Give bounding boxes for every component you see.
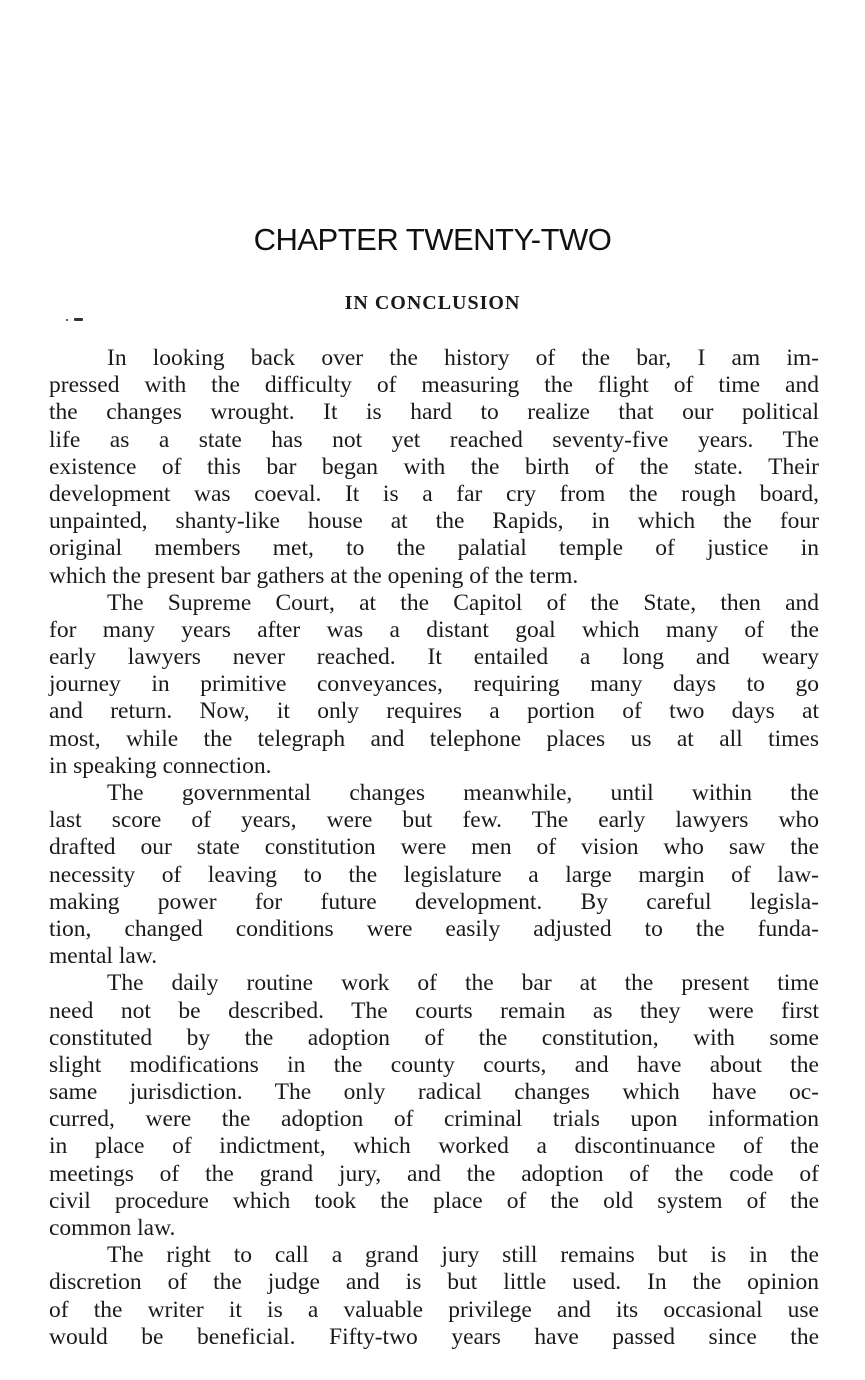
text-line: early lawyers never reached. It entailed a long and weary <box>49 644 819 671</box>
text-line: for many years after was a distant goal which many of the <box>49 616 819 643</box>
text-line: constituted by the adoption of the constitution, with some <box>49 1024 819 1051</box>
print-specks-decoration <box>66 316 96 322</box>
text-line: development was coeval. It is a far cry from the rough board, <box>49 480 819 507</box>
text-line: most, while the telegraph and telephone places us at all times <box>49 725 819 752</box>
text-line: necessity of leaving to the legislature a large margin of law- <box>49 861 819 888</box>
text-line: The right to call a grand jury still remains but is in the <box>107 1242 819 1269</box>
text-line: slight modifications in the county courts, and have about the <box>49 1051 819 1078</box>
text-line: would be beneficial. Fifty-two years have passed since the <box>49 1323 819 1350</box>
text-line: meetings of the grand jury, and the adoption of the code of <box>49 1160 819 1187</box>
text-line: mental law. <box>49 943 158 970</box>
text-line: the changes wrought. It is hard to realize that our political <box>49 399 819 426</box>
text-line: civil procedure which took the place of the old system of the <box>49 1187 819 1214</box>
text-line: which the present bar gathers at the opening of the term. <box>49 562 579 589</box>
text-line: The daily routine work of the bar at the present time <box>107 970 819 997</box>
text-line: In looking back over the history of the bar, I am im- <box>107 345 819 371</box>
text-line: original members met, to the palatial temple of justice in <box>49 535 819 562</box>
text-line: curred, were the adoption of criminal trials upon information <box>49 1106 819 1133</box>
text-line: of the writer it is a valuable privilege and its occasional use <box>49 1296 819 1323</box>
chapter-title: CHAPTER TWENTY-TWO <box>253 222 612 257</box>
text-line: need not be described. The courts remain as they were first <box>49 997 819 1024</box>
text-line: The Supreme Court, at the Capitol of the State, then and <box>107 589 819 616</box>
text-line: same jurisdiction. The only radical changes which have oc- <box>49 1079 819 1106</box>
text-line: journey in primitive conveyances, requiring many days to go <box>49 671 819 698</box>
text-line: in speaking connection. <box>49 752 272 779</box>
text-line: unpainted, shanty-like house at the Rapids, in which the four <box>49 508 819 535</box>
body-text <box>49 345 819 1351</box>
text-line: making power for future development. By careful legisla- <box>49 888 819 915</box>
text-line: existence of this bar began with the birth of the state. Their <box>49 453 819 480</box>
section-title: IN CONCLUSION <box>344 292 521 314</box>
text-line: last score of years, were but few. The early lawyers who <box>49 807 819 834</box>
text-line: and return. Now, it only requires a portion of two days at <box>49 698 819 725</box>
text-line: life as a state has not yet reached seventy-five years. The <box>49 426 819 453</box>
text-line: in place of indictment, which worked a discontinuance of the <box>49 1133 819 1160</box>
text-line: drafted our state constitution were men of vision who saw the <box>49 834 819 861</box>
text-line: pressed with the difficulty of measuring the flight of time and <box>49 372 819 399</box>
text-line: tion, changed conditions were easily adjusted to the funda- <box>49 915 819 942</box>
text-line: The governmental changes meanwhile, until within the <box>107 780 819 806</box>
text-line: discretion of the judge and is but little used. In the opinion <box>49 1269 819 1296</box>
text-line: common law. <box>49 1215 176 1241</box>
